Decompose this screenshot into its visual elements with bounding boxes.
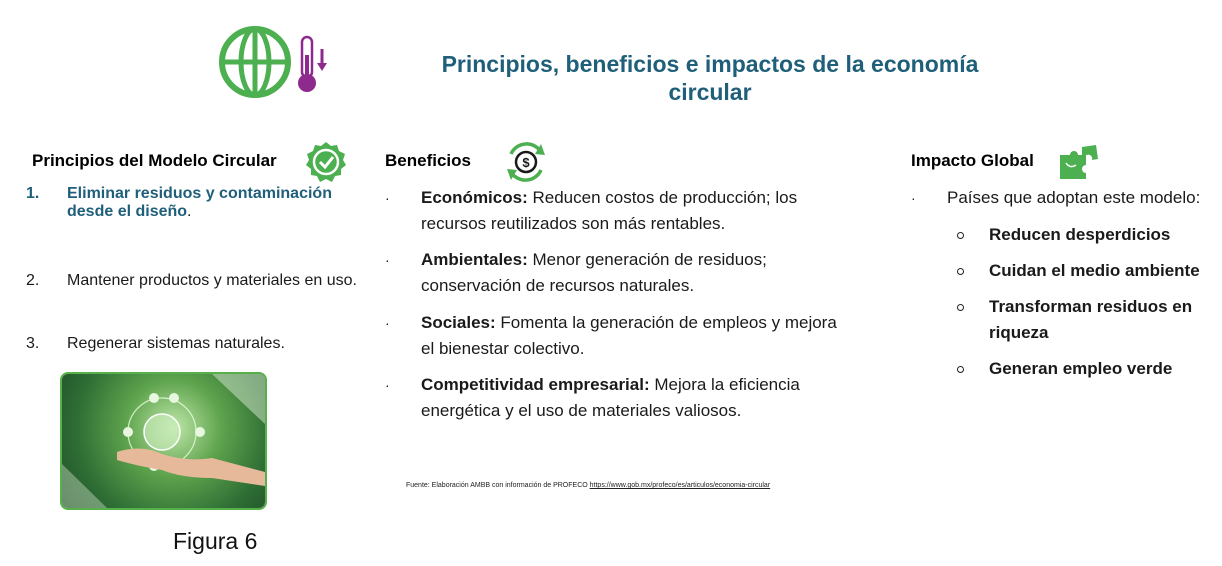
principios-heading: Principios del Modelo Circular <box>32 151 277 170</box>
source-prefix: Fuente: Elaboración AMBB con información de PROFECO <box>406 482 590 489</box>
list-item-text <box>421 372 851 424</box>
figure-caption: Figura 6 <box>173 528 258 554</box>
puzzle-icon <box>1058 143 1100 181</box>
item-text: Fomenta la generación de empleos y mejora el bienestar colectivo. <box>421 313 837 358</box>
thermometer-down-icon <box>296 35 330 95</box>
list-item-text: Mantener productos y materiales en uso. <box>67 272 357 289</box>
bullet: · <box>385 377 390 393</box>
item-number: 1. <box>26 185 40 202</box>
list-item-text: Cuidan el medio ambiente <box>989 261 1200 280</box>
globe-icon <box>217 24 293 100</box>
list-item-text: Transforman residuos en riqueza <box>989 297 1193 342</box>
item-label: Ambientales: <box>421 250 528 269</box>
beneficios-heading: Beneficios <box>385 151 471 170</box>
list-item <box>26 185 346 265</box>
circle-bullet-icon <box>957 304 964 311</box>
bullet: · <box>385 190 390 206</box>
list-item <box>385 247 845 299</box>
page-title: Principios, beneficios e impactos de la economía circular <box>441 51 979 105</box>
circle-bullet-icon <box>957 232 964 239</box>
bullet: · <box>385 315 390 331</box>
item-label: Económicos: <box>421 188 528 207</box>
circle-bullet-icon <box>957 268 964 275</box>
list-item-text: Generan empleo verde <box>989 359 1173 378</box>
list-item-text <box>421 247 851 299</box>
highlight-text: Eliminar residuos y contaminación desde el diseño <box>67 185 332 220</box>
list-item-text: Reducen desperdicios <box>989 225 1171 244</box>
item-number: 2. <box>26 272 40 289</box>
list-item <box>385 372 845 424</box>
svg-text:$: $ <box>522 155 530 170</box>
bullet: · <box>385 252 390 268</box>
list-item-text: Regenerar sistemas naturales. <box>67 335 285 352</box>
list-item-text <box>67 185 357 221</box>
bullet: · <box>911 190 916 206</box>
item-label: Sociales: <box>421 313 496 332</box>
item-text: Reducen costos de producción; los recursos reutilizados son más rentables. <box>421 188 798 233</box>
item-text: Mejora la eficiencia energética y el uso de materiales valiosos. <box>421 375 800 420</box>
item-number: 3. <box>26 335 40 352</box>
circle-bullet-icon <box>957 366 964 373</box>
money-recycle-icon <box>503 140 549 184</box>
list-item <box>385 310 845 362</box>
item-text: Menor generación de residuos; conservación de recursos naturales. <box>421 250 767 295</box>
source-note <box>406 482 770 489</box>
impacto-heading: Impacto Global <box>911 151 1034 170</box>
intro-text: Países que adoptan este modelo: <box>947 188 1201 207</box>
check-badge-icon <box>305 141 347 183</box>
item-rest: . <box>187 203 192 220</box>
list-item <box>26 272 357 324</box>
item-label: Competitividad empresarial: <box>421 375 650 394</box>
source-link[interactable]: https://www.gob.mx/profeco/es/articulos/economia-circular <box>589 482 771 489</box>
list-item-text <box>421 185 851 237</box>
list-item <box>26 335 346 361</box>
impacto-intro <box>911 185 1222 211</box>
list-item <box>385 185 845 237</box>
list-item-text <box>421 310 851 362</box>
hand-globe-photo <box>62 374 265 508</box>
